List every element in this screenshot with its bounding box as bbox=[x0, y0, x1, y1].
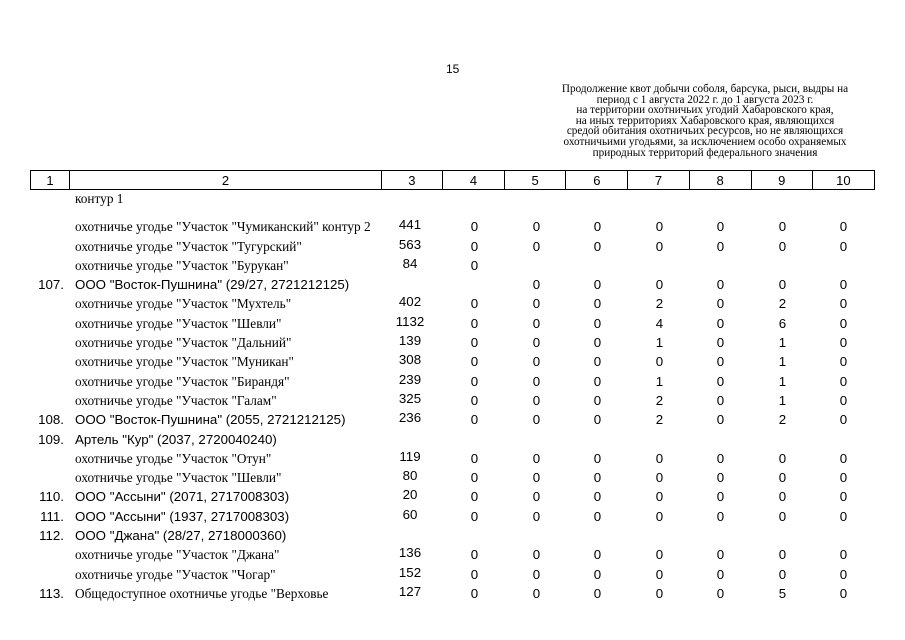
row-value: 1 bbox=[778, 392, 787, 408]
column-header: 3 bbox=[381, 171, 442, 190]
row-quota: 136 bbox=[398, 545, 422, 561]
column-header: 5 bbox=[505, 171, 566, 190]
row-value: 0 bbox=[839, 489, 848, 505]
row-value: 0 bbox=[839, 392, 848, 408]
row-value: 0 bbox=[778, 450, 787, 466]
row-number: 110. bbox=[39, 489, 64, 505]
row-value: 0 bbox=[593, 508, 602, 524]
table-row bbox=[30, 274, 875, 293]
row-value: 0 bbox=[716, 315, 725, 331]
row-value: 0 bbox=[470, 296, 479, 312]
heading-line: охотничьими угодьями, за исключением особо охраняемых bbox=[563, 135, 847, 148]
row-value: 0 bbox=[593, 412, 602, 428]
row-value: 2 bbox=[655, 392, 664, 408]
row-value: 0 bbox=[593, 373, 602, 389]
heading-line: период с 1 августа 2022 г. до 1 августа 2023 г. bbox=[596, 93, 814, 106]
row-value: 0 bbox=[593, 585, 602, 601]
table-row bbox=[30, 583, 875, 602]
row-quota: 325 bbox=[398, 390, 422, 406]
row-value: 0 bbox=[839, 547, 848, 563]
row-value: 0 bbox=[778, 470, 787, 486]
row-value: 0 bbox=[593, 470, 602, 486]
row-value: 0 bbox=[839, 277, 848, 293]
table-row bbox=[30, 332, 875, 351]
row-quota: 239 bbox=[398, 371, 422, 387]
row-name: охотничье угодье "Участок "Галам" bbox=[75, 392, 277, 408]
table-row bbox=[30, 370, 875, 389]
column-header: 6 bbox=[566, 171, 628, 190]
row-value: 0 bbox=[532, 450, 541, 466]
row-value: 0 bbox=[532, 489, 541, 505]
row-value: 0 bbox=[716, 219, 725, 235]
row-value: 0 bbox=[470, 257, 479, 273]
row-value: 0 bbox=[593, 296, 602, 312]
row-value: 1 bbox=[655, 373, 664, 389]
row-value: 1 bbox=[778, 354, 787, 370]
row-value: 0 bbox=[716, 547, 725, 563]
row-quota: 441 bbox=[398, 217, 422, 233]
row-name: охотничье угодье "Участок "Джана" bbox=[75, 547, 280, 563]
row-value: 0 bbox=[470, 508, 479, 524]
row-value: 0 bbox=[593, 354, 602, 370]
row-value: 0 bbox=[655, 277, 664, 293]
row-value: 0 bbox=[716, 508, 725, 524]
row-value: 5 bbox=[778, 585, 787, 601]
column-header: 7 bbox=[628, 171, 689, 190]
row-value: 0 bbox=[593, 335, 602, 351]
row-quota: 308 bbox=[398, 352, 422, 368]
row-value: 0 bbox=[532, 412, 541, 428]
row-value: 0 bbox=[470, 489, 479, 505]
row-value: 0 bbox=[778, 238, 787, 254]
row-value: 2 bbox=[655, 296, 664, 312]
row-name: ООО "Ассыни" (2071, 2717008303) bbox=[75, 489, 290, 505]
table-row bbox=[30, 525, 875, 544]
row-value: 0 bbox=[655, 238, 664, 254]
row-value: 2 bbox=[778, 296, 787, 312]
row-value: 0 bbox=[716, 277, 725, 293]
table-row bbox=[30, 448, 875, 467]
row-name: охотничье угодье "Участок "Тугурский" bbox=[75, 238, 302, 254]
table-row bbox=[30, 563, 875, 582]
table-row bbox=[30, 409, 875, 428]
quota-table-body bbox=[30, 188, 875, 602]
row-value: 0 bbox=[655, 508, 664, 524]
row-quota: 60 bbox=[402, 506, 418, 522]
row-quota: 84 bbox=[402, 255, 418, 271]
row-value: 0 bbox=[470, 219, 479, 235]
row-value: 0 bbox=[593, 315, 602, 331]
row-value: 0 bbox=[532, 470, 541, 486]
row-value: 0 bbox=[532, 373, 541, 389]
row-name: ООО "Джана" (28/27, 2718000360) bbox=[75, 528, 287, 544]
row-value: 0 bbox=[839, 412, 848, 428]
row-value: 0 bbox=[593, 566, 602, 582]
row-quota: 563 bbox=[398, 236, 422, 252]
row-value: 0 bbox=[839, 296, 848, 312]
row-value: 1 bbox=[655, 335, 664, 351]
row-value: 1 bbox=[778, 373, 787, 389]
table-row bbox=[30, 544, 875, 563]
row-value: 0 bbox=[655, 450, 664, 466]
row-value: 0 bbox=[716, 373, 725, 389]
row-name: охотничье угодье "Участок "Шевли" bbox=[75, 470, 282, 486]
row-value: 0 bbox=[593, 277, 602, 293]
row-value: 0 bbox=[532, 238, 541, 254]
row-value: 0 bbox=[470, 354, 479, 370]
row-value: 0 bbox=[716, 238, 725, 254]
table-row bbox=[30, 312, 875, 331]
row-value: 0 bbox=[655, 354, 664, 370]
row-value: 0 bbox=[470, 412, 479, 428]
table-row bbox=[30, 486, 875, 505]
row-value: 0 bbox=[532, 566, 541, 582]
column-header: 9 bbox=[751, 171, 812, 190]
row-value: 0 bbox=[470, 566, 479, 582]
heading-line: на территории охотничьих угодий Хабаровского края, bbox=[576, 104, 834, 117]
document-heading bbox=[535, 84, 875, 158]
row-value: 0 bbox=[778, 508, 787, 524]
row-value: 0 bbox=[716, 296, 725, 312]
row-quota: 236 bbox=[398, 410, 422, 426]
row-name: ООО "Ассыни" (1937, 2717008303) bbox=[75, 508, 290, 524]
row-number: 109. bbox=[38, 431, 64, 447]
row-value: 0 bbox=[593, 547, 602, 563]
table-row bbox=[30, 428, 875, 447]
row-name: охотничье угодье "Участок "Бирандя" bbox=[75, 373, 290, 389]
table-row bbox=[30, 390, 875, 409]
row-name: Общедоступное охотничье угодье "Верховье bbox=[75, 585, 329, 601]
row-value: 0 bbox=[778, 219, 787, 235]
row-quota: 20 bbox=[402, 487, 418, 503]
row-value: 0 bbox=[839, 219, 848, 235]
row-value: 0 bbox=[716, 470, 725, 486]
row-value: 1 bbox=[778, 335, 787, 351]
table-row bbox=[30, 505, 875, 524]
row-number: 108. bbox=[38, 412, 64, 428]
row-value: 0 bbox=[532, 508, 541, 524]
row-value: 0 bbox=[839, 315, 848, 331]
row-value: 0 bbox=[470, 585, 479, 601]
row-name: охотничье угодье "Участок "Чогар" bbox=[75, 566, 276, 582]
row-value: 0 bbox=[593, 489, 602, 505]
row-value: 0 bbox=[839, 354, 848, 370]
row-value: 0 bbox=[532, 277, 541, 293]
row-value: 0 bbox=[470, 373, 479, 389]
row-value: 0 bbox=[593, 238, 602, 254]
row-name: охотничье угодье "Участок "Шевли" bbox=[75, 315, 282, 331]
row-value: 0 bbox=[778, 277, 787, 293]
row-value: 0 bbox=[716, 566, 725, 582]
table-row bbox=[30, 467, 875, 486]
row-value: 0 bbox=[655, 566, 664, 582]
row-quota: 402 bbox=[398, 294, 422, 310]
row-name: охотничье угодье "Участок "Дальний" bbox=[75, 335, 292, 351]
row-value: 0 bbox=[470, 238, 479, 254]
row-value: 0 bbox=[593, 219, 602, 235]
column-header: 10 bbox=[812, 171, 874, 190]
row-value: 0 bbox=[716, 354, 725, 370]
row-name: охотничье угодье "Участок "Муникан" bbox=[75, 354, 294, 370]
row-value: 0 bbox=[839, 335, 848, 351]
row-quota: 152 bbox=[398, 564, 422, 580]
row-name: охотничье угодье "Участок "Отун" bbox=[75, 450, 272, 466]
row-value: 0 bbox=[532, 296, 541, 312]
heading-line: средой обитания охотничьих ресурсов, но не являющихся bbox=[566, 125, 844, 138]
row-value: 0 bbox=[655, 219, 664, 235]
row-value: 0 bbox=[532, 585, 541, 601]
row-name: охотничье угодье "Участок "Бурукан" bbox=[75, 257, 289, 273]
row-value: 0 bbox=[532, 392, 541, 408]
row-value: 2 bbox=[778, 412, 787, 428]
row-number: 107. bbox=[38, 277, 64, 293]
row-number: 111. bbox=[40, 508, 64, 524]
row-name: охотничье угодье "Участок "Мухтель" bbox=[75, 296, 292, 312]
row-quota: 139 bbox=[398, 333, 422, 349]
column-header: 1 bbox=[31, 171, 70, 190]
table-row bbox=[30, 351, 875, 370]
row-value: 0 bbox=[716, 335, 725, 351]
row-value: 0 bbox=[470, 470, 479, 486]
row-value: 0 bbox=[532, 547, 541, 563]
row-value: 2 bbox=[655, 412, 664, 428]
heading-line: на иных территориях Хабаровского края, являющихся bbox=[575, 114, 835, 127]
row-quota: 80 bbox=[402, 468, 418, 484]
row-value: 0 bbox=[532, 315, 541, 331]
row-value: 0 bbox=[655, 489, 664, 505]
row-value: 0 bbox=[778, 566, 787, 582]
column-header: 4 bbox=[442, 171, 504, 190]
table-row bbox=[30, 188, 875, 207]
row-name: Артель "Кур" (2037, 2720040240) bbox=[75, 431, 277, 447]
row-value: 0 bbox=[470, 547, 479, 563]
page-number: 15 bbox=[446, 62, 460, 76]
row-value: 0 bbox=[716, 450, 725, 466]
row-quota: 127 bbox=[398, 583, 422, 599]
row-value: 0 bbox=[778, 489, 787, 505]
table-row bbox=[30, 255, 875, 274]
row-value: 0 bbox=[839, 373, 848, 389]
table-row bbox=[30, 235, 875, 254]
row-name: ООО "Восток-Пушнина" (2055, 2721212125) bbox=[75, 412, 346, 428]
row-value: 0 bbox=[532, 219, 541, 235]
row-value: 0 bbox=[716, 392, 725, 408]
row-value: 0 bbox=[593, 392, 602, 408]
row-value: 6 bbox=[778, 315, 787, 331]
heading-line: природных территорий федерального значения bbox=[592, 146, 818, 159]
column-header: 8 bbox=[689, 171, 751, 190]
row-number: 112. bbox=[39, 528, 64, 544]
row-value: 0 bbox=[532, 354, 541, 370]
row-value: 0 bbox=[655, 585, 664, 601]
row-value: 0 bbox=[470, 315, 479, 331]
row-name: ООО "Восток-Пушнина" (29/27, 2721212125) bbox=[75, 277, 350, 293]
row-value: 0 bbox=[655, 470, 664, 486]
row-value: 0 bbox=[839, 470, 848, 486]
row-quota: 1132 bbox=[395, 313, 425, 329]
row-value: 0 bbox=[470, 392, 479, 408]
column-header: 2 bbox=[70, 171, 382, 190]
heading-line: Продолжение квот добычи соболя, барсука, рыси, выдры на bbox=[561, 83, 849, 95]
row-number: 113. bbox=[39, 585, 64, 601]
table-row bbox=[30, 207, 875, 235]
row-value: 0 bbox=[839, 450, 848, 466]
row-value: 0 bbox=[778, 547, 787, 563]
row-value: 0 bbox=[470, 450, 479, 466]
row-value: 0 bbox=[716, 489, 725, 505]
row-value: 0 bbox=[839, 566, 848, 582]
column-header-table bbox=[30, 170, 875, 190]
row-value: 0 bbox=[532, 335, 541, 351]
row-value: 0 bbox=[655, 547, 664, 563]
row-value: 0 bbox=[839, 585, 848, 601]
row-name: контур 1 bbox=[75, 191, 124, 207]
row-value: 0 bbox=[716, 585, 725, 601]
row-value: 0 bbox=[593, 450, 602, 466]
row-value: 0 bbox=[470, 335, 479, 351]
row-value: 0 bbox=[839, 238, 848, 254]
row-name: охотничье угодье "Участок "Чумиканский" контур 2 bbox=[75, 219, 371, 235]
table-row bbox=[30, 293, 875, 312]
row-value: 0 bbox=[839, 508, 848, 524]
row-quota: 119 bbox=[399, 448, 421, 464]
row-value: 0 bbox=[716, 412, 725, 428]
row-value: 4 bbox=[655, 315, 664, 331]
